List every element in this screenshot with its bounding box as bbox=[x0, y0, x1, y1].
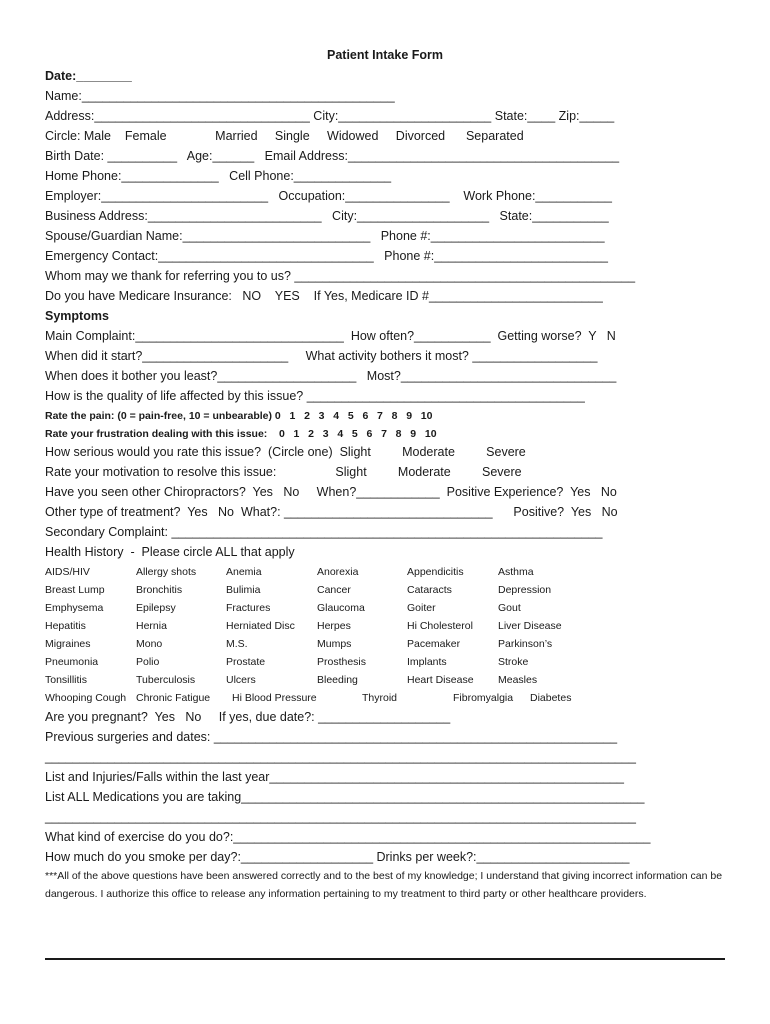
health-condition-option[interactable]: Hernia bbox=[136, 620, 167, 632]
health-condition-option[interactable]: Chronic Fatigue bbox=[136, 692, 211, 704]
signature-line bbox=[45, 958, 725, 960]
health-condition-option[interactable]: Bulimia bbox=[226, 584, 261, 596]
health-condition-option[interactable]: Tonsillitis bbox=[45, 674, 88, 686]
health-condition-option[interactable]: Tuberculosis bbox=[136, 674, 196, 686]
health-condition-option[interactable]: Thyroid bbox=[362, 692, 398, 704]
health-condition-option[interactable]: Heart Disease bbox=[407, 674, 474, 686]
frustration-rating-scale[interactable]: Rate your frustration dealing with this issue: 0 1 2 3 4 5 6 7 8 9 10 bbox=[45, 428, 437, 440]
health-condition-option[interactable]: Parkinson’s bbox=[498, 638, 553, 650]
health-condition-option[interactable]: Cataracts bbox=[407, 584, 452, 596]
injuries-falls-field[interactable]: List and Injuries/Falls within the last year___________________________________________________ bbox=[45, 770, 624, 784]
smoking-drinking-field[interactable]: How much do you smoke per day?:___________________ Drinks per week?:______________________ bbox=[45, 850, 630, 864]
health-condition-option[interactable]: Allergy shots bbox=[136, 566, 197, 578]
previous-surgeries-continued[interactable]: _____________________________________________________________________________________ bbox=[45, 750, 636, 764]
health-condition-option[interactable]: Liver Disease bbox=[498, 620, 562, 632]
health-condition-option[interactable]: Diabetes bbox=[530, 692, 572, 704]
exercise-field[interactable]: What kind of exercise do you do?:____________________________________________________________ bbox=[45, 830, 651, 844]
spouse-guardian-field[interactable]: Spouse/Guardian Name:___________________________ Phone #:_________________________ bbox=[45, 229, 605, 243]
previous-surgeries-field[interactable]: Previous surgeries and dates: __________________________________________________________ bbox=[45, 730, 618, 744]
health-condition-option[interactable]: Emphysema bbox=[45, 602, 104, 614]
health-condition-option[interactable]: AIDS/HIV bbox=[45, 566, 90, 578]
secondary-complaint-field[interactable]: Secondary Complaint: ______________________________________________________________ bbox=[45, 525, 603, 539]
health-condition-option[interactable]: Prostate bbox=[226, 656, 266, 668]
medications-continued[interactable]: _____________________________________________________________________________________ bbox=[45, 810, 636, 824]
health-condition-option[interactable]: Migraines bbox=[45, 638, 91, 650]
health-condition-option[interactable]: Cancer bbox=[317, 584, 351, 596]
referral-field[interactable]: Whom may we thank for referring you to us? _________________________________________________ bbox=[45, 269, 636, 283]
health-condition-option[interactable]: Anorexia bbox=[317, 566, 359, 578]
health-condition-option[interactable]: Hi Blood Pressure bbox=[232, 692, 317, 704]
pregnancy-field[interactable]: Are you pregnant? Yes No If yes, due date?: ___________________ bbox=[45, 710, 451, 724]
pain-rating-scale[interactable]: Rate the pain: (0 = pain-free, 10 = unbearable) 0 1 2 3 4 5 6 7 8 9 10 bbox=[45, 410, 433, 422]
birth-date-field[interactable]: Birth Date: __________ Age:______ Email Address:_______________________________________ bbox=[45, 149, 620, 163]
form-title: Patient Intake Form bbox=[327, 48, 443, 62]
health-condition-option[interactable]: Fibromyalgia bbox=[453, 692, 514, 704]
health-condition-option[interactable]: Measles bbox=[498, 674, 538, 686]
medicare-field[interactable]: Do you have Medicare Insurance: NO YES If Yes, Medicare ID #_________________________ bbox=[45, 289, 603, 303]
health-condition-option[interactable]: Glaucoma bbox=[317, 602, 365, 614]
home-phone-field[interactable]: Home Phone:______________ Cell Phone:______________ bbox=[45, 169, 392, 183]
other-treatment-field[interactable]: Other type of treatment? Yes No What?: ______________________________ Positive? Yes No bbox=[45, 505, 618, 519]
health-history-heading: Health History - Please circle ALL that apply bbox=[45, 545, 295, 559]
health-condition-option[interactable]: Whooping Cough bbox=[45, 692, 127, 704]
health-condition-option[interactable]: Epilepsy bbox=[136, 602, 176, 614]
health-condition-option[interactable]: Hi Cholesterol bbox=[407, 620, 473, 632]
health-condition-option[interactable]: Prosthesis bbox=[317, 656, 367, 668]
health-condition-option[interactable]: Pacemaker bbox=[407, 638, 461, 650]
health-condition-option[interactable]: Anemia bbox=[226, 566, 262, 578]
circle-options[interactable]: Circle: Male Female Married Single Widowed Divorced Separated bbox=[45, 129, 524, 143]
motivation-rating[interactable]: Rate your motivation to resolve this issue: Slight Moderate Severe bbox=[45, 465, 522, 479]
health-condition-option[interactable]: Depression bbox=[498, 584, 552, 596]
quality-of-life-field[interactable]: How is the quality of life affected by this issue? ________________________________________ bbox=[45, 389, 585, 403]
health-condition-option[interactable]: Stroke bbox=[498, 656, 529, 668]
other-chiropractors-field[interactable]: Have you seen other Chiropractors? Yes No When?____________ Positive Experience? Yes No bbox=[45, 485, 617, 499]
address-field[interactable]: Address:_______________________________ City:______________________ State:____ Zip:_____ bbox=[45, 109, 615, 123]
health-condition-option[interactable]: Polio bbox=[136, 656, 160, 668]
health-condition-option[interactable]: Herpes bbox=[317, 620, 351, 632]
health-condition-option[interactable]: Breast Lump bbox=[45, 584, 105, 596]
health-condition-option[interactable]: Goiter bbox=[407, 602, 436, 614]
health-condition-option[interactable]: Implants bbox=[407, 656, 447, 668]
health-condition-option[interactable]: Bleeding bbox=[317, 674, 358, 686]
health-condition-option[interactable]: Bronchitis bbox=[136, 584, 183, 596]
health-condition-option[interactable]: Pneumonia bbox=[45, 656, 99, 668]
seriousness-rating[interactable]: How serious would you rate this issue? (Circle one) Slight Moderate Severe bbox=[45, 445, 526, 459]
health-condition-option[interactable]: Herniated Disc bbox=[226, 620, 295, 632]
start-date-field[interactable]: When did it start?_____________________ What activity bothers it most? __________________ bbox=[45, 349, 598, 363]
health-condition-option[interactable]: Mumps bbox=[317, 638, 352, 650]
health-condition-option[interactable]: Appendicitis bbox=[407, 566, 464, 578]
health-condition-option[interactable]: M.S. bbox=[226, 638, 248, 650]
bother-least-field[interactable]: When does it bother you least?____________________ Most?_______________________________ bbox=[45, 369, 617, 383]
name-field[interactable]: Name:_____________________________________________ bbox=[45, 89, 395, 103]
health-condition-option[interactable]: Gout bbox=[498, 602, 521, 614]
health-condition-option[interactable]: Ulcers bbox=[226, 674, 256, 686]
employer-field[interactable]: Employer:________________________ Occupation:_______________ Work Phone:___________ bbox=[45, 189, 612, 203]
emergency-contact-field[interactable]: Emergency Contact:_______________________________ Phone #:_________________________ bbox=[45, 249, 609, 263]
disclaimer-text: ***All of the above questions have been answered correctly and to the best of my knowledge; I understand that giving incorrect information can be dangerous. I authorize this office to release any information pertaining to my treatment to third party or other healthcare providers. bbox=[45, 870, 723, 900]
health-condition-option[interactable]: Mono bbox=[136, 638, 163, 650]
health-condition-option[interactable]: Hepatitis bbox=[45, 620, 86, 632]
business-address-field[interactable]: Business Address:_________________________ City:___________________ State:___________ bbox=[45, 209, 609, 223]
health-condition-option[interactable]: Asthma bbox=[498, 566, 534, 578]
symptoms-heading: Symptoms bbox=[45, 309, 109, 323]
date-field[interactable]: Date:________ bbox=[45, 69, 132, 83]
medications-field[interactable]: List ALL Medications you are taking__________________________________________________________ bbox=[45, 790, 645, 804]
health-condition-option[interactable]: Fractures bbox=[226, 602, 271, 614]
main-complaint-field[interactable]: Main Complaint:______________________________ How often?___________ Getting worse? Y N bbox=[45, 329, 616, 343]
